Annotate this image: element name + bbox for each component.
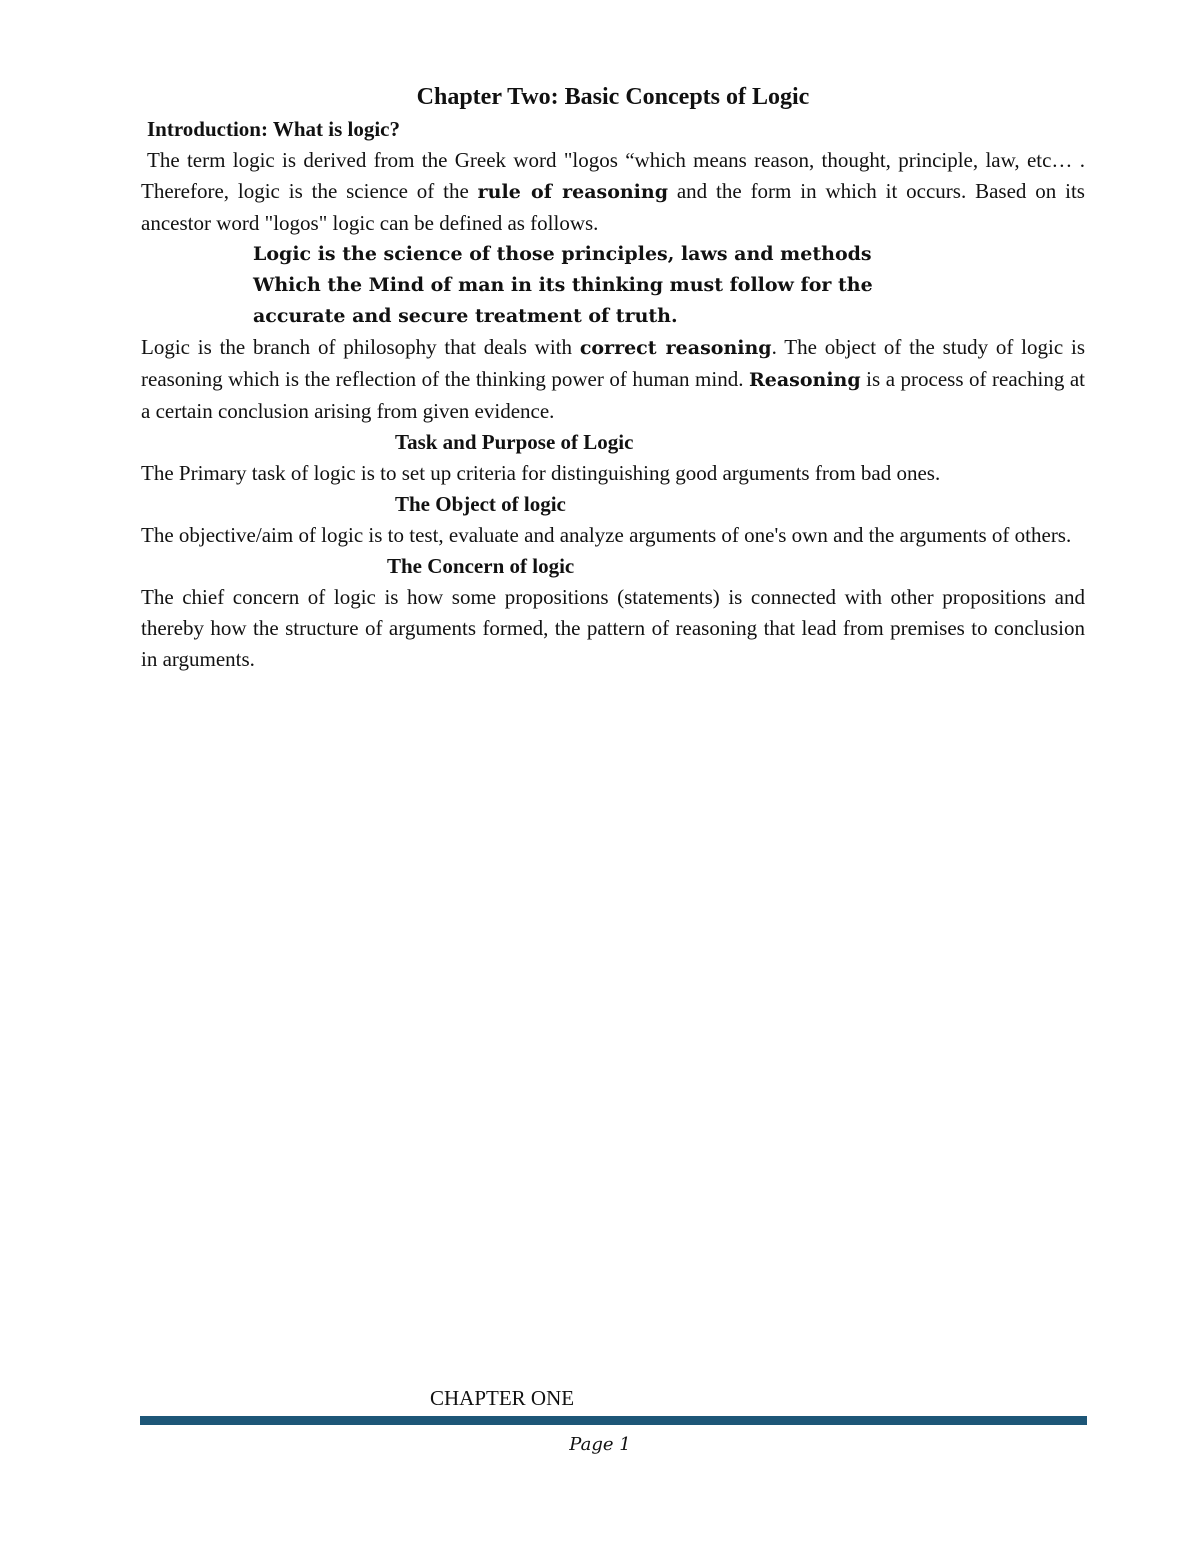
definition-block (253, 239, 1085, 332)
section-heading-object: The Object of logic (395, 492, 566, 516)
document-body (141, 80, 1085, 675)
branch-text-bold-2: Reasoning (748, 369, 861, 391)
definition-line: Which the Mind of man in its thinking must follow for the (253, 274, 873, 296)
definition-line: accurate and secure treatment of truth. (253, 305, 678, 327)
intro-text-bold: rule of reasoning (477, 181, 668, 203)
chapter-title: Chapter Two: Basic Concepts of Logic (416, 84, 810, 110)
intro-text-before: The term logic is derived from the Greek word "logos “which means reason, thought, principle, law, etc… . Therefore, logic is the science of the (141, 148, 1085, 203)
branch-text-2: . The object of the study of logic is reasoning which is the reflection of the thinking power of human mind. (141, 335, 1085, 391)
section-text-task: The Primary task of logic is to set up criteria for distinguishing good arguments from bad ones. (141, 461, 941, 485)
intro-heading: Introduction: What is logic? (147, 117, 401, 141)
branch-text-3: is a process of reaching at a certain conclusion arising from given evidence. (141, 367, 1085, 423)
footer-divider (140, 1416, 1087, 1425)
section-heading-concern: The Concern of logic (387, 554, 575, 578)
page-number: Page 1 (569, 1434, 631, 1455)
section-heading-task: Task and Purpose of Logic (395, 430, 634, 454)
branch-paragraph (141, 332, 1085, 427)
definition-line: Logic is the science of those principles, laws and methods (253, 243, 872, 265)
intro-text-after: and the form in which it occurs. Based on its ancestor word "logos" logic can be defined as follows. (141, 179, 1085, 235)
branch-text-bold-1: correct reasoning (579, 337, 772, 359)
section-text-concern: The chief concern of logic is how some propositions (statements) is connected with other propositions and thereby how the structure of arguments formed, the pattern of reasoning that lead from premises to conclusion in arguments. (141, 585, 1085, 671)
section-text-object: The objective/aim of logic is to test, evaluate and analyze arguments of one's own and the arguments of others. (141, 523, 1072, 547)
branch-text-1: Logic is the branch of philosophy that deals with (141, 335, 580, 359)
footer-chapter-label: CHAPTER ONE (430, 1386, 575, 1410)
intro-paragraph (141, 145, 1085, 239)
